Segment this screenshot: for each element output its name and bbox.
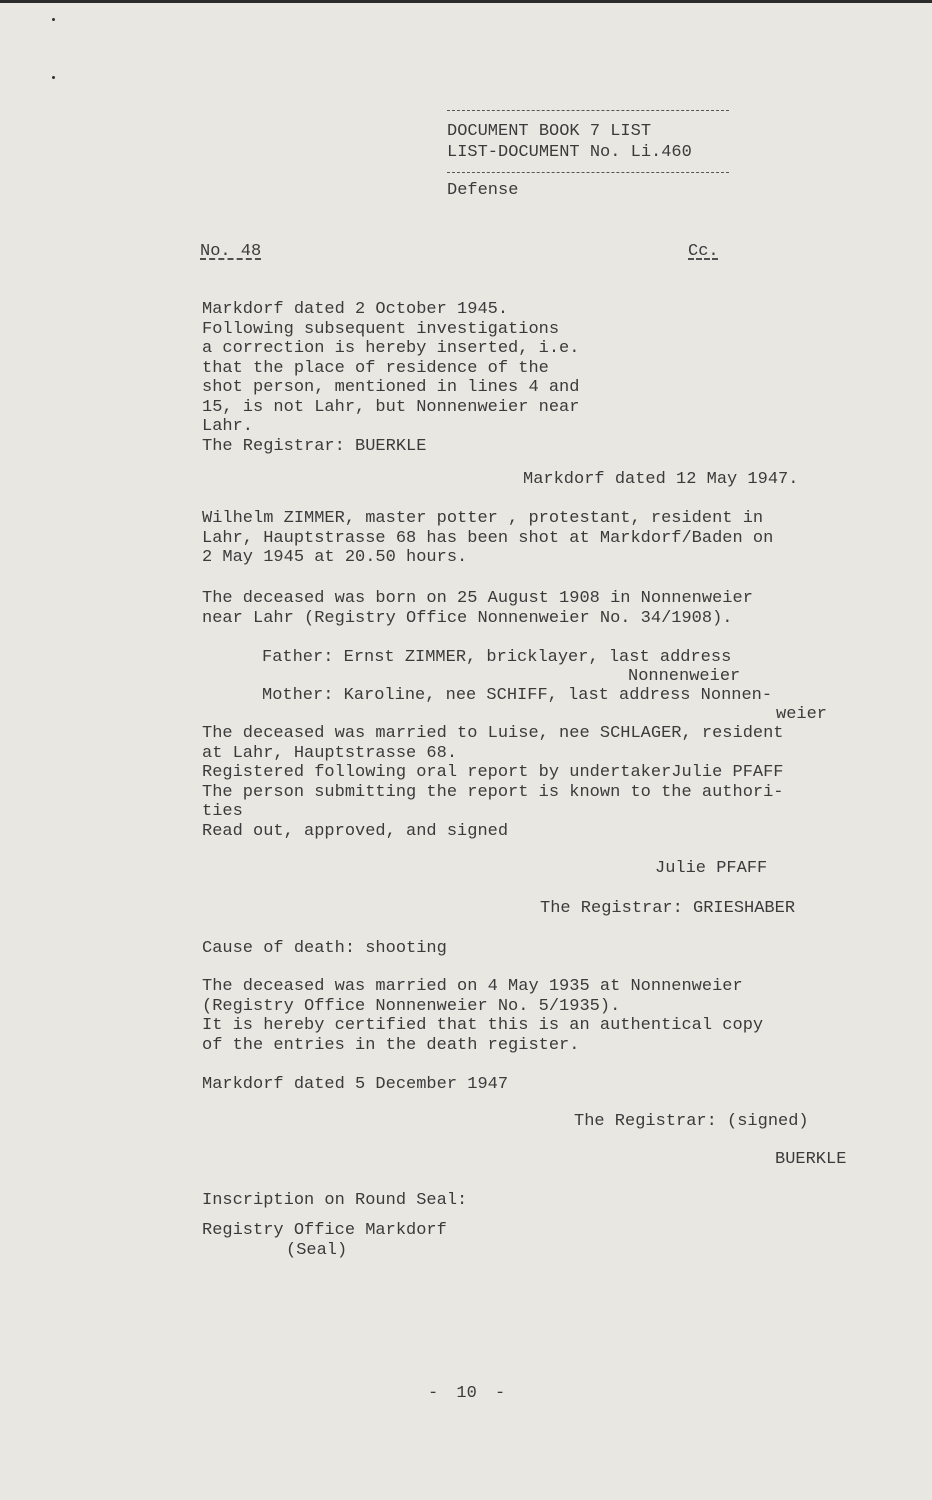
- certification-line: of the entries in the death register.: [202, 1035, 580, 1055]
- entry-line: near Lahr (Registry Office Nonnenweier No. 34/1908).: [202, 608, 733, 628]
- correction-line: Following subsequent investigations: [202, 319, 560, 339]
- certification-line: The deceased was married on 4 May 1935 at Nonnenweier: [202, 977, 743, 996]
- correction-line: Markdorf dated 2 October 1945.: [202, 300, 509, 319]
- certification-name: BUERKLE: [775, 1150, 847, 1169]
- margin-mark: [52, 18, 55, 21]
- seal-heading: Inscription on Round Seal:: [202, 1191, 468, 1210]
- signer-name: Julie PFAFF: [655, 859, 768, 878]
- seal-line-1: Registry Office Markdorf: [202, 1221, 447, 1240]
- header-rule-bottom: [447, 172, 729, 173]
- entry-line: Read out, approved, and signed: [202, 821, 509, 841]
- certification: [202, 977, 763, 1055]
- entry-line: Registered following oral report by undertakerJulie PFAFF: [202, 763, 784, 782]
- header-line-2: LIST-DOCUMENT No. Li.460: [447, 143, 692, 162]
- father-line: Father: Ernst ZIMMER, bricklayer, last address: [262, 648, 732, 667]
- entry-line: 2 May 1945 at 20.50 hours.: [202, 548, 468, 567]
- entry-paragraph-1: [202, 509, 773, 568]
- father-line-cont: Nonnenweier: [628, 667, 741, 686]
- certification-registrar: The Registrar: (signed): [574, 1112, 809, 1131]
- cause-of-death: Cause of death: shooting: [202, 939, 447, 958]
- copy-mark: Cc.: [688, 242, 719, 261]
- mother-line: Mother: Karoline, nee SCHIFF, last address Nonnen-: [262, 686, 773, 705]
- entry-line: Lahr, Hauptstrasse 68 has been shot at Markdorf/Baden on: [202, 528, 774, 548]
- margin-mark: [52, 76, 55, 79]
- entry-line: ties: [202, 802, 243, 821]
- entry-line: Wilhelm ZIMMER, master potter , protestant, resident in: [202, 509, 764, 528]
- registrar-signature: The Registrar: GRIESHABER: [540, 899, 796, 918]
- entry-line: The deceased was born on 25 August 1908 in Nonnenweier: [202, 589, 753, 608]
- certification-date: Markdorf dated 5 December 1947: [202, 1075, 509, 1094]
- certification-line: It is hereby certified that this is an authentical copy: [202, 1016, 764, 1035]
- header-line-1: DOCUMENT BOOK 7 LIST: [447, 122, 652, 141]
- correction-line: 15, is not Lahr, but Nonnenweier near: [202, 397, 580, 417]
- correction-line: Lahr.: [202, 417, 254, 436]
- document-number: No. 48: [200, 242, 262, 261]
- correction-line: that the place of residence of the: [202, 358, 549, 378]
- correction-note: [202, 300, 579, 456]
- entry-paragraph-2: [202, 589, 753, 628]
- top-edge: [0, 0, 932, 3]
- header-party: Defense: [447, 181, 519, 200]
- page-number: - 10 -: [428, 1384, 506, 1403]
- entry-paragraph-3: [202, 724, 784, 841]
- correction-line: The Registrar: BUERKLE: [202, 436, 427, 456]
- correction-line: shot person, mentioned in lines 4 and: [202, 378, 580, 397]
- entry-line: at Lahr, Hauptstrasse 68.: [202, 743, 458, 763]
- correction-line: a correction is hereby inserted, i.e.: [202, 339, 580, 358]
- entry-line: The person submitting the report is known to the authori-: [202, 782, 784, 802]
- header-rule-top: [447, 110, 729, 111]
- entry-date: Markdorf dated 12 May 1947.: [523, 470, 799, 489]
- mother-line-cont: weier: [776, 705, 828, 724]
- seal-line-2: (Seal): [286, 1241, 348, 1260]
- entry-line: The deceased was married to Luise, nee SCHLAGER, resident: [202, 724, 784, 743]
- certification-line: (Registry Office Nonnenweier No. 5/1935).: [202, 996, 621, 1016]
